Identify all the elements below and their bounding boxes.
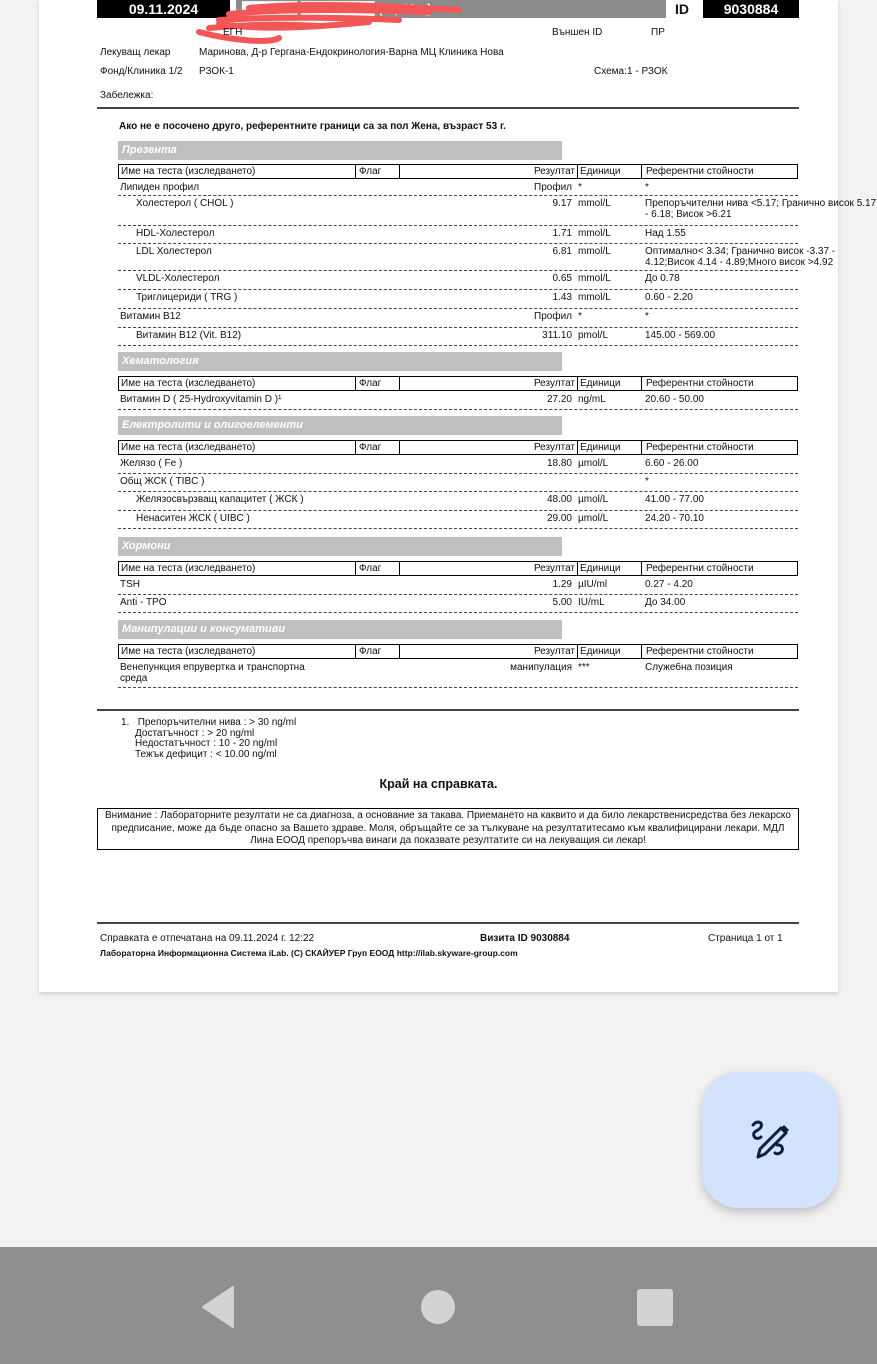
test-units: µIU/ml	[578, 579, 608, 590]
test-result: 27.20	[546, 394, 572, 405]
test-reference: *	[645, 182, 649, 193]
fund-value: РЗОК-1	[199, 66, 234, 77]
test-units: *	[578, 311, 582, 322]
test-name: LDL Холестерол	[136, 246, 212, 257]
table-row	[118, 271, 798, 290]
column-reference: Референтни стойности	[646, 378, 754, 389]
system-navigation-bar	[0, 1247, 877, 1364]
column-units: Единици	[577, 562, 642, 575]
footnote-line: Препоръчителни нива : > 30 ng/ml	[137, 717, 297, 728]
column-result: Резултат	[533, 442, 575, 453]
table-row	[118, 244, 836, 271]
test-reference: Оптимално< 3.34; Гранично висок -3.37 - 4.12;Висок 4.14 - 4.89;Много висок >4.92	[645, 246, 836, 268]
footnote-line: Достатъчност : > 20 ng/ml	[135, 727, 255, 739]
test-reference: 41.00 - 77.00	[645, 494, 704, 505]
test-name: Желязосвързващ капацитет ( ЖСК )	[136, 494, 304, 505]
patient-name-banner: ██████ ████████ (Ж, 53 г.)	[236, 0, 666, 18]
external-id-label: Външен ID	[552, 27, 603, 38]
divider	[97, 709, 799, 711]
recents-square-icon	[635, 1287, 675, 1327]
egn-label: ЕГН	[223, 27, 243, 38]
test-name: Anti - TPO	[120, 597, 167, 608]
table-row	[118, 492, 798, 511]
test-units: IU/mL	[578, 597, 605, 608]
table-row	[118, 226, 798, 244]
column-units: Единици	[577, 645, 642, 658]
test-units: mmol/L	[578, 198, 611, 209]
test-name: HDL-Холестерол	[136, 228, 215, 239]
test-reference: 0.27 - 4.20	[645, 579, 693, 590]
column-units: Единици	[577, 165, 642, 178]
id-value: 9030884	[703, 0, 799, 18]
test-result: 18.80	[546, 458, 572, 469]
test-reference: Над 1.55	[645, 228, 686, 239]
table-row	[118, 392, 798, 410]
divider	[97, 107, 799, 109]
test-units: mmol/L	[578, 273, 611, 284]
test-name: VLDL-Холестерол	[136, 273, 220, 284]
test-reference: Препоръчителни нива <5.17; Гранично висок 5.17 - 6.18; Висок >6.21	[645, 198, 877, 220]
report-page	[39, 0, 877, 992]
section-title: Електролити и олигоелементи	[118, 416, 562, 435]
test-result: Профил	[534, 311, 572, 322]
visit-id: Визита ID 9030884	[480, 933, 570, 944]
column-name: Име на теста (изследването)	[121, 646, 256, 657]
test-name: Витамин D ( 25-Hydroxyvitamin D )¹	[120, 394, 282, 405]
column-flag: Флаг	[355, 165, 400, 178]
section-title: Презента	[118, 141, 562, 160]
test-units: mmol/L	[578, 228, 611, 239]
column-flag: Флаг	[355, 377, 400, 390]
external-id-value: ПР	[651, 27, 665, 38]
test-reference: 6.60 - 26.00	[645, 458, 699, 469]
recents-button[interactable]	[633, 1285, 677, 1329]
table-header	[118, 376, 798, 391]
test-result: Профил	[534, 182, 572, 193]
test-name: Липиден профил	[120, 182, 200, 193]
test-reference: 0.60 - 2.20	[645, 292, 693, 303]
table-row	[118, 456, 798, 474]
test-units: ng/mL	[578, 394, 606, 405]
test-result: 5.00	[552, 597, 572, 608]
column-reference: Референтни стойности	[646, 166, 754, 177]
footnote-number: 1.	[121, 717, 130, 728]
home-circle-icon	[418, 1287, 458, 1327]
annotate-fab-button[interactable]	[702, 1072, 838, 1208]
table-row	[118, 290, 798, 309]
test-name: Ненаситен ЖСК ( UIBC )	[136, 513, 250, 524]
column-flag: Флаг	[355, 562, 400, 575]
test-name: Желязо ( Fe )	[120, 458, 183, 469]
test-name: Триглицериди ( TRG )	[136, 292, 238, 303]
column-reference: Референтни стойности	[646, 442, 754, 453]
test-name: Витамин B12	[120, 311, 181, 322]
column-reference: Референтни стойности	[646, 646, 754, 657]
column-result: Резултат	[533, 646, 575, 657]
column-units: Единици	[577, 377, 642, 390]
section-title: Хематология	[118, 352, 562, 371]
column-reference: Референтни стойности	[646, 563, 754, 574]
test-reference: 145.00 - 569.00	[645, 330, 716, 341]
test-reference: *	[645, 476, 649, 487]
printed-date: Справката е отпечатана на 09.11.2024 г. 12:22	[100, 933, 315, 944]
table-row	[118, 660, 798, 688]
test-name: Венепункция епрувертка и транспортна среда	[120, 662, 305, 684]
divider	[97, 922, 799, 924]
table-row	[118, 309, 798, 328]
redaction-scribble	[189, 0, 469, 46]
table-row	[118, 577, 798, 595]
table-header	[118, 644, 798, 659]
test-name: TSH	[120, 579, 140, 590]
test-result: 311.10	[542, 330, 572, 341]
test-units: mmol/L	[578, 292, 611, 303]
test-result: 1.29	[552, 579, 572, 590]
table-row	[118, 511, 798, 529]
column-name: Име на теста (изследването)	[121, 442, 256, 453]
column-flag: Флаг	[355, 645, 400, 658]
scheme-label: Схема:	[594, 66, 627, 77]
table-row	[118, 328, 798, 346]
table-row	[118, 180, 798, 196]
table-row	[118, 595, 798, 613]
test-result: 9.17	[552, 198, 572, 209]
column-result: Резултат	[533, 378, 575, 389]
column-name: Име на теста (изследването)	[121, 378, 256, 389]
section-title: Манипулации и консумативи	[118, 620, 562, 639]
footnote	[121, 718, 296, 760]
table-header	[118, 561, 798, 576]
back-triangle-icon	[200, 1286, 240, 1328]
test-reference: 24.20 - 70.10	[645, 513, 704, 524]
doctor-value: Маринова, Д-р Гергана-Ендокринология-Варна МЦ Клиника Нова	[199, 47, 504, 58]
test-name: Общ ЖСК ( TIBC )	[120, 476, 205, 487]
test-reference: До 0.78	[645, 273, 680, 284]
warning-box: Внимание : Лабораторните резултати не са диагноза, а основание за такава. Приемането на каквито и да било лекарственисредства без лекарско предписание, може да бъде опасно за Вашето здраве. Моля, обръщайте се за тълкуване на резултатитесамо към квалифицирани лекари. МДЛ Лина ЕООД препоръчва винаги да показвате резултатите си на лекуващия си лекар!	[97, 808, 799, 850]
edit-draw-icon	[749, 1119, 791, 1161]
remark-label: Забележка:	[100, 90, 154, 101]
test-units: µmol/L	[578, 513, 609, 524]
test-result: 0.65	[552, 273, 572, 284]
test-result: 48.00	[546, 494, 572, 505]
column-flag: Флаг	[355, 441, 400, 454]
system-credit: Лабораторна Информационна Система iLab. (C) СКАЙУЕР Груп ЕООД http://ilab.skyware-group.com	[100, 948, 518, 958]
page-number: Страница 1 от 1	[708, 933, 783, 944]
column-name: Име на теста (изследването)	[121, 166, 256, 177]
scheme-value: 1 - РЗОК	[627, 66, 668, 77]
test-result: 6.81	[552, 246, 572, 257]
test-result: 1.71	[552, 228, 572, 239]
column-result: Резултат	[533, 563, 575, 574]
test-units: µmol/L	[578, 458, 609, 469]
table-row	[118, 196, 877, 226]
test-result: 1.43	[552, 292, 572, 303]
test-units: µmol/L	[578, 494, 609, 505]
fund-label: Фонд/Клиника 1/2	[100, 66, 183, 77]
end-of-report: Край на справката.	[379, 777, 498, 791]
test-units: pmol/L	[578, 330, 609, 341]
column-result: Резултат	[533, 166, 575, 177]
doctor-label: Лекуващ лекар	[100, 47, 171, 58]
test-reference: 20.60 - 50.00	[645, 394, 704, 405]
test-name: Витамин B12 (Vit. B12)	[136, 330, 242, 341]
table-header	[118, 440, 798, 455]
report-date: 09.11.2024	[97, 0, 230, 18]
test-name: Холестерол ( CHOL )	[136, 198, 234, 209]
section-title: Хормони	[118, 537, 562, 556]
footnote-line: Тежък дефицит : < 10.00 ng/ml	[135, 748, 277, 760]
back-button[interactable]	[198, 1285, 242, 1329]
table-row	[118, 474, 798, 492]
test-result: 29.00	[546, 513, 572, 524]
id-label: ID	[675, 1, 689, 17]
test-reference: *	[645, 311, 649, 322]
column-name: Име на теста (изследването)	[121, 563, 256, 574]
test-units: mmol/L	[578, 246, 611, 257]
test-units: *	[578, 182, 582, 193]
test-units: ***	[578, 662, 590, 673]
footnote-line: Недостатъчност : 10 - 20 ng/ml	[135, 738, 278, 749]
reference-note: Ако не е посочено друго, референтните граници са за пол Жена, възраст 53 г.	[119, 121, 506, 132]
table-header	[118, 164, 798, 179]
test-reference: Служебна позиция	[645, 662, 733, 673]
home-button[interactable]	[416, 1285, 460, 1329]
test-result: манипулация	[510, 662, 572, 673]
column-units: Единици	[577, 441, 642, 454]
test-reference: До 34.00	[645, 597, 686, 608]
